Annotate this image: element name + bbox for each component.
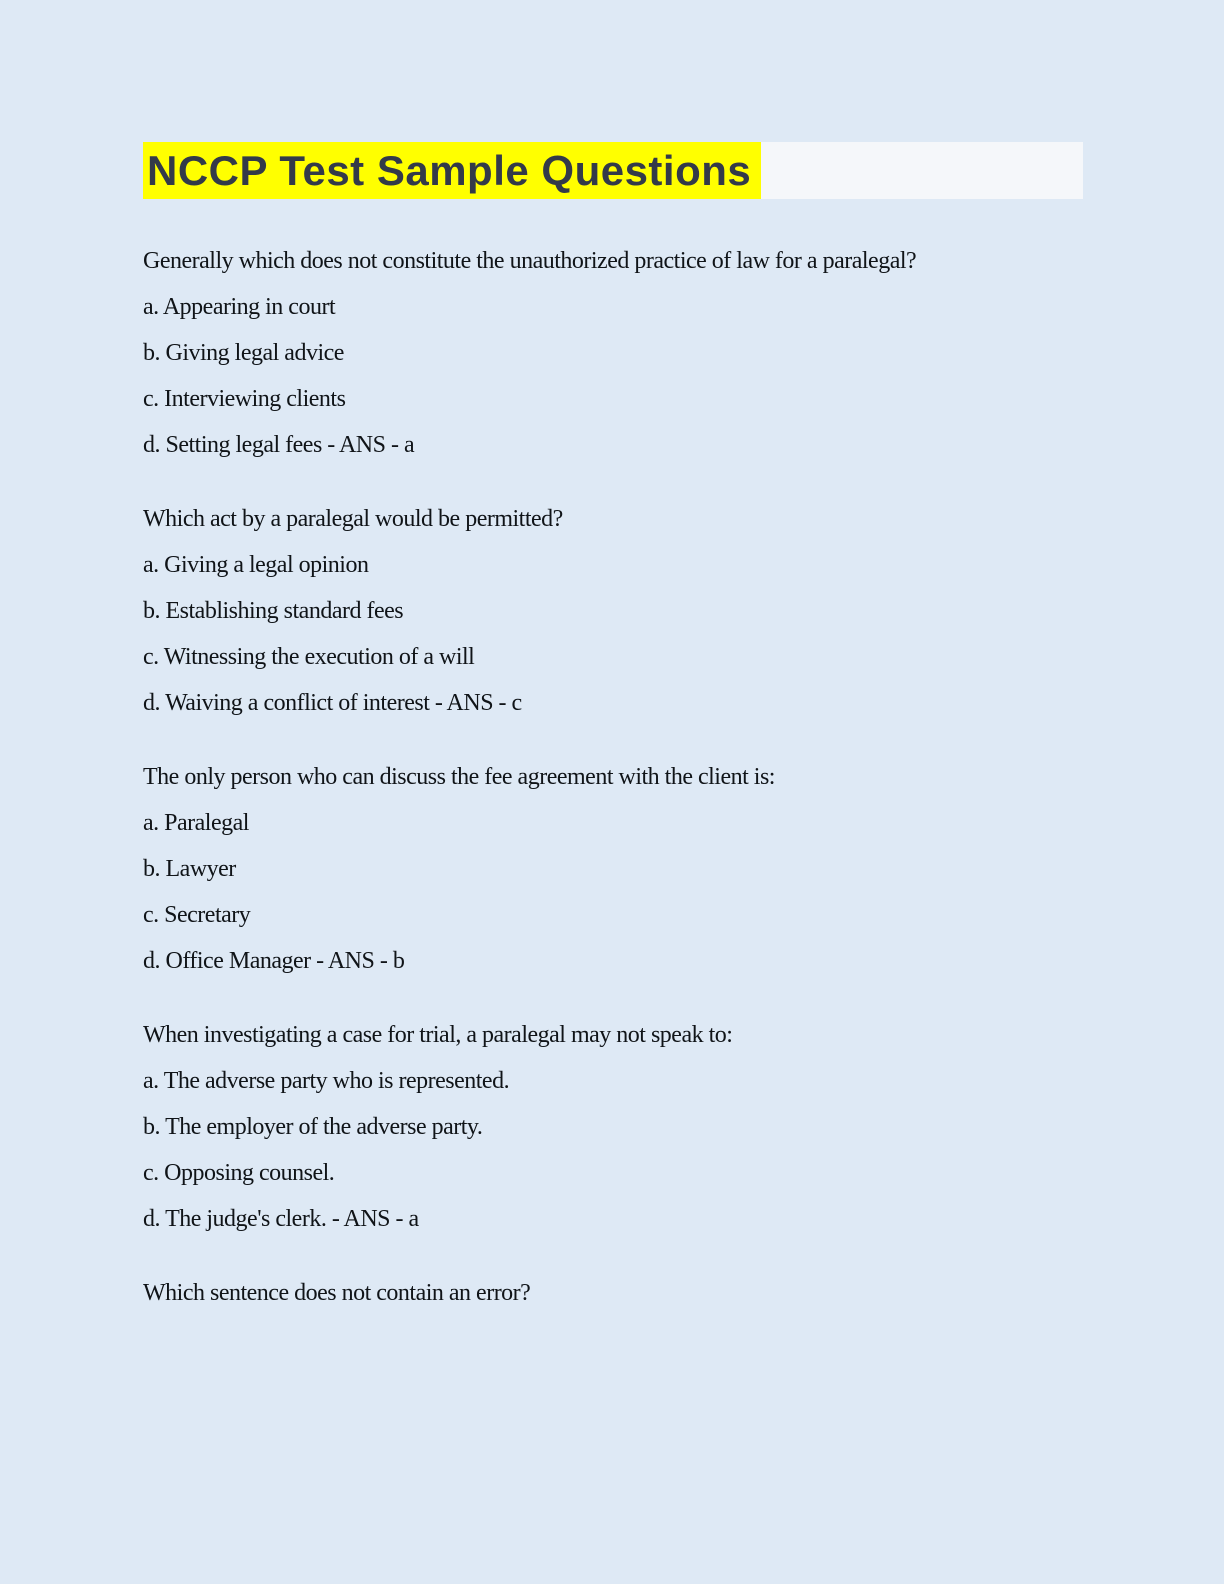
answer-option-c: c. Opposing counsel. [143, 1160, 335, 1186]
question-block-2 [143, 505, 1083, 718]
question-block-3 [143, 763, 1083, 976]
page-title [143, 142, 1083, 199]
question-prompt: When investigating a case for trial, a paralegal may not speak to: [143, 1022, 733, 1048]
answer-option-d: d. Office Manager - ANS - b [143, 948, 405, 974]
question-prompt: The only person who can discuss the fee agreement with the client is: [143, 764, 775, 790]
question-block-1 [143, 247, 1083, 460]
page-title-highlight: NCCP Test Sample Questions [143, 142, 761, 199]
question-prompt: Generally which does not constitute the unauthorized practice of law for a paralegal? [143, 248, 917, 274]
answer-option-d: d. Waiving a conflict of interest - ANS - c [143, 690, 522, 716]
answer-option-d: d. The judge's clerk. - ANS - a [143, 1206, 419, 1232]
answer-option-a: a. Appearing in court [143, 294, 336, 320]
answer-option-c: c. Secretary [143, 902, 251, 928]
answer-option-a: a. The adverse party who is represented. [143, 1068, 510, 1094]
answer-option-b: b. Lawyer [143, 856, 236, 882]
answer-option-c: c. Witnessing the execution of a will [143, 644, 475, 670]
question-block-5 [143, 1279, 1083, 1308]
answer-option-b: b. Establishing standard fees [143, 598, 404, 624]
answer-option-a: a. Paralegal [143, 810, 249, 836]
question-prompt: Which sentence does not contain an error? [143, 1280, 531, 1306]
question-block-4 [143, 1021, 1083, 1234]
answer-option-d: d. Setting legal fees - ANS - a [143, 432, 415, 458]
question-prompt: Which act by a paralegal would be permitted? [143, 506, 563, 532]
answer-option-a: a. Giving a legal opinion [143, 552, 369, 578]
answer-option-b: b. The employer of the adverse party. [143, 1114, 483, 1140]
answer-option-b: b. Giving legal advice [143, 340, 344, 366]
answer-option-c: c. Interviewing clients [143, 386, 346, 412]
